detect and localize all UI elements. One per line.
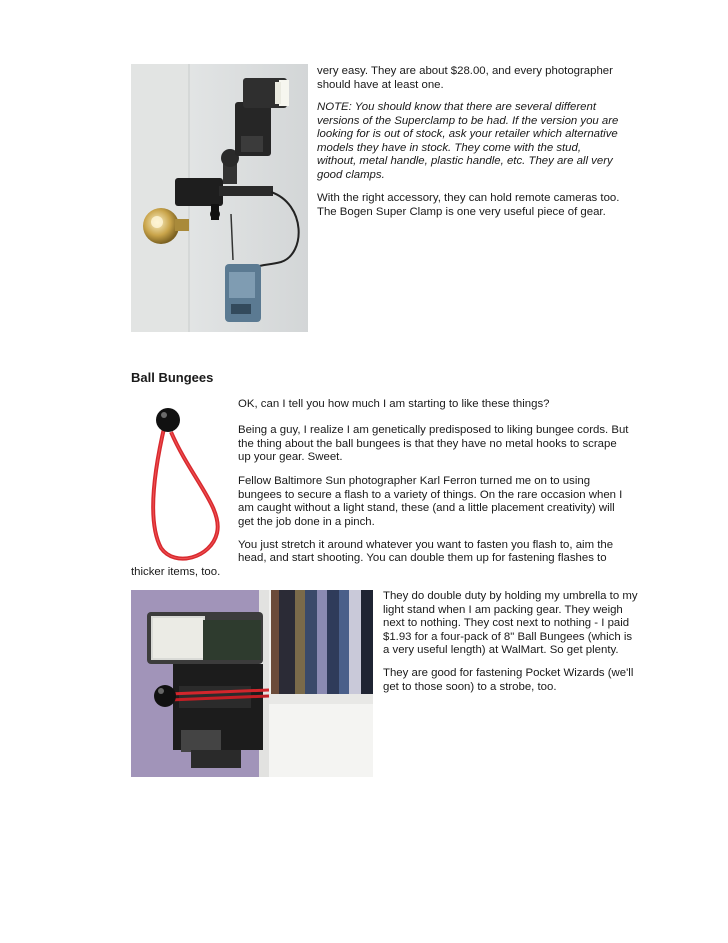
section-heading-ball-bungees: Ball Bungees	[131, 370, 214, 385]
ball-bungee-paragraph-1: OK, can I tell you how much I am starting to like these things?	[238, 398, 550, 410]
superclamp-flash-photo	[131, 64, 308, 332]
ball-bungee-photo	[131, 398, 224, 566]
ball-bungee-paragraph-3: Fellow Baltimore Sun photographer Karl Ferron turned me on to using bungees to secure a flash to a variety of things. On the rare occasion when I am caught without a light stand, these (and a little placement creativity) will get the job done in a pinch.	[238, 475, 623, 528]
ball-bungee-paragraph-5: They do double duty by holding my umbrella to my light stand when I am packing gear. They weigh next to nothing. They cost next to nothing - I paid $1.93 for a four-pack of 8" Ball Bungees (which is a very useful length) at WalMart. So get plenty.	[383, 590, 638, 657]
ball-bungee-paragraph-4-line-1: You just stretch it around whatever you want to fasten you flash to, aim the	[238, 539, 614, 551]
ball-bungee-paragraph-4-line-3: thicker items, too.	[131, 566, 221, 578]
flash-on-bookshelf-photo	[131, 590, 373, 777]
ball-bungee-paragraph-6: They are good for fastening Pocket Wizards (we'll get to those soon) to a strobe, too.	[383, 667, 634, 693]
superclamp-note-paragraph: NOTE: You should know that there are several different versions of the Superclamp to be had. If the version you are looking for is out of stock, ask your retailer which alternative models they have in stock. They come with the stud, without, metal handle, plastic handle, etc. They are all very good clamps.	[317, 101, 619, 181]
superclamp-paragraph-3: With the right accessory, they can hold remote cameras too. The Bogen Super Clamp is one very useful piece of gear.	[317, 192, 620, 218]
ball-bungee-paragraph-4-line-2: head, and start shooting. You can double them up for fastening flashes to	[238, 552, 607, 564]
superclamp-paragraph-1: very easy. They are about $28.00, and every photographer should have at least one.	[317, 65, 613, 91]
ball-bungee-paragraph-2: Being a guy, I realize I am genetically predisposed to liking bungee cords. But the thing about the ball bungees is that they have no metal hooks to scrape up your gear. Sweet.	[238, 424, 629, 464]
